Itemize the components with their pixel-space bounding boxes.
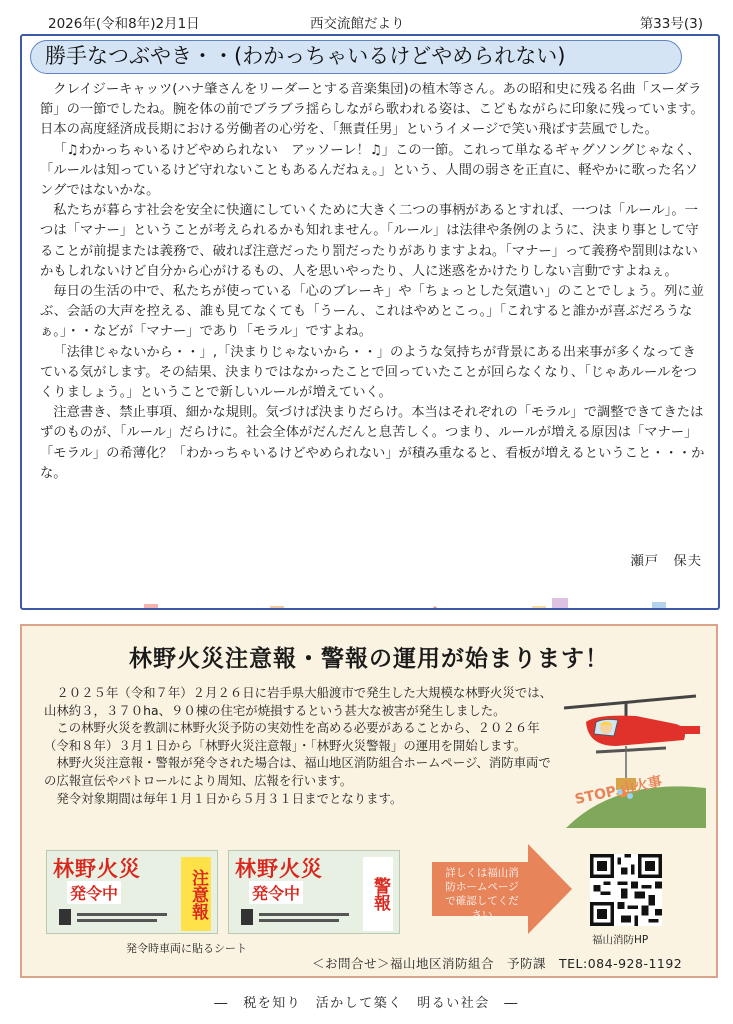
caution-sheet xyxy=(46,850,218,934)
essay-body xyxy=(40,80,708,484)
qr-code[interactable] xyxy=(590,854,662,926)
notice-paragraph: 林野火災注意報・警報が発令された場合は、福山地区消防組合ホームページ、消防車両での広報宣伝やパトロールにより周知、広報を行います。 xyxy=(44,755,551,788)
notice-title: 林野火災注意報・警報の運用が始まります！ xyxy=(129,646,609,672)
sheet-sub-text: 発令中 xyxy=(249,881,303,904)
sheet-sub-text: 発令中 xyxy=(67,881,121,904)
footer-slogan: ― 税を知り 活かして築く 明るい社会 ― xyxy=(214,996,519,1011)
newsletter-name: 西交流館だより xyxy=(310,16,405,32)
sheet-main-text: 林野火災 xyxy=(235,857,323,881)
stop-fire-text: STOP 山火事 xyxy=(573,773,664,808)
website-guidance: 詳しくは福山消防ホームページで確認してください xyxy=(445,867,519,921)
warning-sheet xyxy=(228,850,400,934)
essay-paragraph: 注意書き、禁止事項、細かな規則。気づけば決まりだらけ。本当はそれぞれの「モラル」で調整できてきたはずのものが、「ルール」だらけに。社会全体がだんだんと息苦しく。つまり、ルールが増える原因は「マナー」「モラル」の希薄化？「わかっちゃいるけどやめられない」が積み重なると、看板が増えるということ・・・かな。 xyxy=(40,405,705,481)
essay-paragraph: クレイジーキャッツ(ハナ肇さんをリーダーとする音楽集団)の植木等さん。あの昭和史に残る名曲「スーダラ節」の一節でしたね。腕を体の前でブラブラ揺らしながら歌われる姿は、こどもながらに印象に残っています。日本の高度経済成長期における労働者の心労を、「無責任男」というイメージで笑い飛ばす芸風でした。 xyxy=(40,82,704,138)
sheet-emblem-icon xyxy=(239,905,359,929)
page-header xyxy=(48,10,703,34)
essay-section xyxy=(20,34,720,610)
notice-paragraph: 発令対象期間は毎年１月１日から５月３１日までとなります。 xyxy=(56,790,403,806)
notice-paragraph: この林野火災を教訓に林野火災予防の実効性を高める必要があることから、２０２６年（令和８年）３月１日から「林野火災注意報」・「林野火災警報」の運用を開始します。 xyxy=(44,720,540,753)
essay-paragraph: 毎日の生活の中で、私たちが使っている「心のブレーキ」や「ちょっとした気遣い」のことでしょう。列に並ぶ、会話の大声を控える、誰も見てなくても「うーん、これはやめとこっ。」「これすると誰かが喜ぶだろうなぁ。」・・などが「マナー」であり「モラル」ですよね。 xyxy=(40,284,705,340)
issue-date: 2026年(令和8年)2月1日 xyxy=(48,16,200,32)
sheet-caption: 発令時車両に貼るシート xyxy=(126,942,247,955)
essay-paragraph: 「♫わかっちゃいるけどやめられない アッソーレ！♫」この一節。これって単なるギャグソングじゃなく、「ルールは知っているけど守れないこともあるんだねぇ。」という、人間の弱さを正直に、軽やかに歌った名ソングではないかな。 xyxy=(40,142,701,199)
notice-body xyxy=(44,684,554,807)
sheet-level-caution: 注意報 xyxy=(181,857,211,931)
contact-info: ＜お問合せ＞福山地区消防組合 予防課 TEL:084-928-1192 xyxy=(312,956,683,971)
notice-paragraph: ２０２５年（令和７年）２月２６日に岩手県大船渡市で発生した大規模な林野火災では、山林約３，３７０ha、９０棟の住宅が焼損するという甚大な被害が発生しました。 xyxy=(44,685,553,718)
forest-fire-notice xyxy=(20,624,718,978)
essay-title: 勝手なつぶやき・・(わかっちゃいるけどやめられない) xyxy=(30,40,682,74)
sheet-emblem-icon xyxy=(57,905,177,929)
sheet-main-text: 林野火災 xyxy=(53,857,141,881)
essay-paragraph: 私たちが暮らす社会を安全に快適にしていくために大きく二つの事柄があるとすれば、一つは「ルール」。一つは「マナー」ということが考えられるかも知れません。「ルール」は法律や条例のように、決まり事として守ることが前提または義務で、破れば注意だったり罰だったりがありますよね。「マナー」って義務や罰則はないかもしれないけど自分から心がけるもの、人を思いやったり、人に迷惑をかけたりしない言動ですよねぇ。 xyxy=(40,203,699,279)
sheet-level-warning: 警報 xyxy=(363,857,393,931)
essay-paragraph: 「法律じゃないから・・」,「決まりじゃないから・・」のような気持ちが背景にある出来事が多くなってきている気がします。その結果、決まりではなかったことで回っていたことが回らなくなり、「じゃあルールをつくりましょう。」ということで新しいルールが増えていく。 xyxy=(40,344,697,401)
essay-author: 瀬戸 保夫 xyxy=(630,554,702,569)
issue-number: 第33号(3) xyxy=(639,16,703,32)
fire-helicopter-illustration xyxy=(556,688,706,828)
qr-caption: 福山消防HP xyxy=(592,934,649,946)
town-skyline-illustration xyxy=(92,592,712,610)
